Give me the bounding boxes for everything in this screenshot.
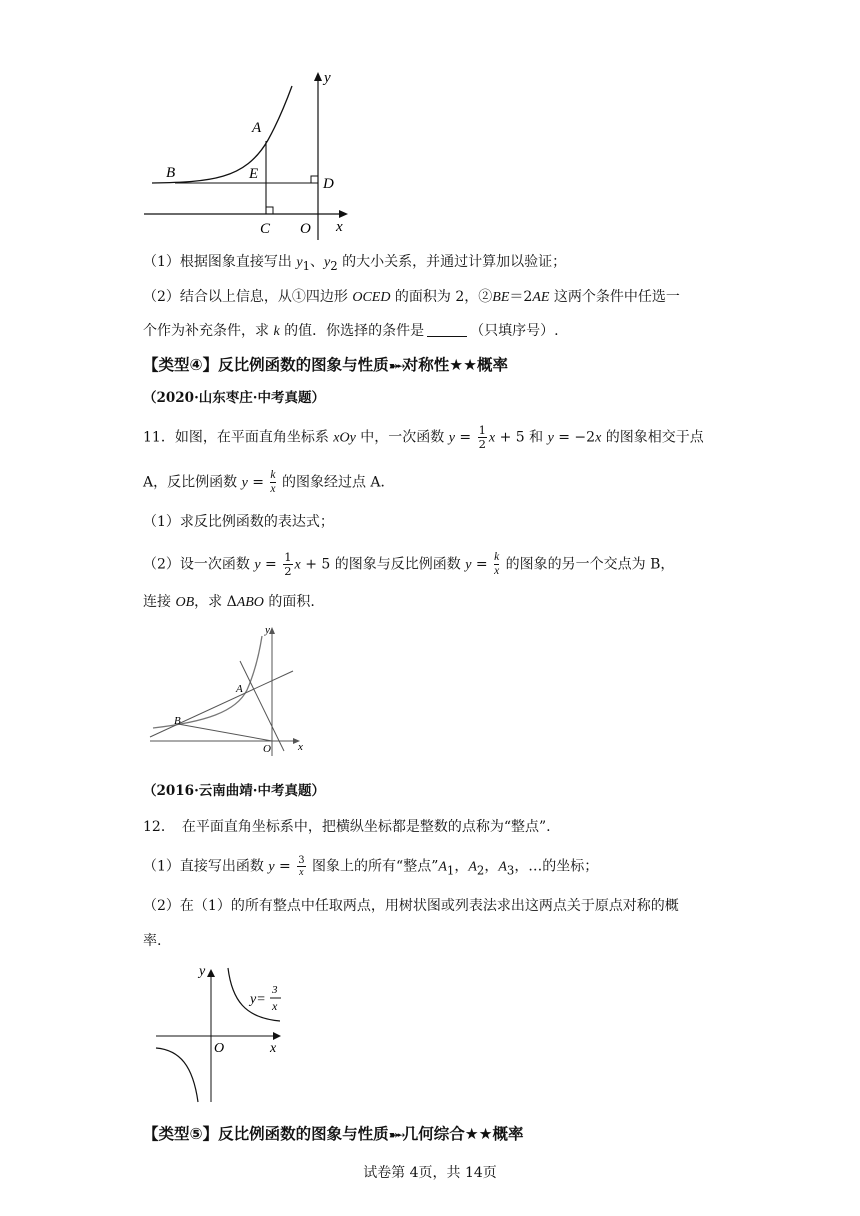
fraction-denominator: 2 — [284, 564, 292, 578]
type5-title-a: 【类型⑤】反比例函数的图象与性质 — [143, 1125, 389, 1143]
x-axis-arrow-icon — [339, 210, 348, 218]
q11-part2-cont — [143, 592, 315, 613]
double-arrow-icon: ➽➻ — [388, 359, 403, 373]
label-x: x — [298, 741, 303, 753]
page-footer: 试卷第 4页，共 14页 — [363, 1165, 497, 1181]
sub-3: 3 — [506, 863, 515, 878]
seg-ob: OB — [175, 595, 195, 610]
label-d: D — [323, 176, 334, 192]
x-axis-arrow-icon — [273, 1032, 281, 1040]
q11-l5-text-c: 的面积. — [263, 594, 315, 610]
fraction-denominator: x — [299, 867, 304, 878]
var-y: y — [241, 475, 248, 491]
fraction-numerator: k — [270, 469, 276, 481]
type5-heading — [143, 1122, 524, 1144]
label-o: O — [300, 221, 311, 237]
q12-l2-text-b: 图象上的所有“整点” — [307, 858, 439, 875]
y-axis-arrow-icon — [207, 969, 215, 977]
q10-part2-text-d: 这两个条件中任选一 — [549, 289, 680, 305]
sub-1: 1 — [446, 863, 455, 878]
fraction-numerator: k — [494, 551, 500, 563]
label-y: y — [265, 624, 270, 636]
q11-l5-text-b: ，求 Δ — [194, 594, 237, 610]
q10-part3-text-a: 个作为补充条件，求 — [143, 323, 274, 339]
line-y-neg-2x — [240, 661, 284, 751]
label-e: E — [249, 166, 259, 182]
q10-part3-text-b: 的值．你选择的条件是 — [279, 323, 425, 339]
eq-sign: = — [454, 429, 476, 446]
label-y: y — [199, 964, 206, 979]
curve-equation-y: y= — [250, 992, 266, 1007]
fraction-denominator: x — [494, 565, 500, 577]
figure-1-hyperbola-graph — [140, 68, 360, 243]
label-a: A — [252, 120, 262, 136]
type4-title-a: 【类型④】反比例函数的图象与性质 — [143, 356, 389, 374]
fraction-numerator: 1 — [478, 423, 486, 437]
q11-line2 — [143, 469, 395, 496]
q12-part2: （2）在（1）的所有整点中任取两点，用树状图或列表法求出这两点关于原点对称的概 — [143, 898, 679, 914]
q11-l2-text-b: 的图象经过点 A． — [277, 474, 395, 491]
q11-l1-text-b: 中，一次函数 — [355, 429, 449, 446]
var-y: y — [268, 859, 275, 875]
label-b: B — [166, 165, 176, 181]
figure-3-hyperbola-3-over-x — [150, 960, 290, 1110]
label-x: x — [270, 1041, 277, 1056]
type4-heading — [143, 353, 508, 375]
q10-part2-cont — [143, 321, 559, 342]
var-x: x — [595, 430, 602, 446]
q11-l4-text-a: （2）设一次函数 — [143, 556, 255, 573]
separator: 、 — [310, 254, 324, 270]
q11-line1 — [143, 424, 704, 451]
var-xoy: xOy — [333, 430, 356, 446]
eq-sign: = — [247, 474, 269, 491]
q12-source: （2016·云南曲靖·中考真题） — [143, 783, 325, 799]
eq-sign: = — [260, 556, 282, 573]
q12-line1: 12． 在平面直角坐标系中，把横纵坐标都是整数的点称为“整点”. — [143, 819, 551, 835]
q11-l1-text-a: 11．如图，在平面直角坐标系 — [143, 429, 334, 446]
seg-ae: AE — [532, 290, 550, 305]
double-arrow-icon: ➽➻ — [388, 1128, 403, 1142]
q11-l1-text-d: = −2 — [553, 429, 596, 446]
q12-part1 — [143, 855, 598, 880]
q11-l4-text-c: 的图象的另一个交点为 B， — [501, 556, 675, 573]
answer-blank[interactable] — [427, 322, 467, 337]
plus-5: + 5 — [495, 429, 525, 446]
var-y2: y — [324, 255, 331, 270]
q10-part1-text-b: 的大小关系，并通过计算加以验证； — [337, 254, 567, 270]
fraction-k-over-x — [270, 469, 275, 496]
var-a: A — [438, 859, 447, 875]
fraction-numerator: 3 — [298, 855, 305, 866]
var-a: A — [468, 859, 477, 875]
eq-sign: = — [274, 858, 296, 875]
eq-sign: = — [471, 556, 493, 573]
fraction-one-half — [478, 424, 487, 451]
var-k: k — [273, 324, 280, 339]
q10-part2-text-b: 的面积为 2，② — [390, 289, 493, 305]
q10-part1 — [143, 252, 566, 276]
var-x: x — [488, 430, 496, 446]
y-axis-arrow-icon — [269, 627, 275, 634]
right-angle-d-icon — [311, 176, 318, 183]
type5-title-b: 几何综合★★概率 — [402, 1125, 524, 1143]
fraction-3-over-x — [297, 855, 305, 878]
label-o: O — [263, 743, 271, 755]
q11-l2-text-a: A，反比例函数 — [143, 474, 242, 491]
var-y: y — [465, 557, 472, 573]
plus-5: + 5 — [300, 556, 331, 573]
figure-2-intersection-graph — [145, 622, 310, 757]
q12-l2-text-a: （1）直接写出函数 — [143, 858, 269, 875]
hyperbola-branch-3 — [156, 1048, 198, 1102]
hyperbola-curve — [153, 636, 262, 728]
y-axis-arrow-icon — [314, 72, 322, 81]
var-y: y — [547, 430, 554, 446]
triangle-abo: ABO — [236, 595, 264, 610]
segment-b-o — [178, 724, 272, 741]
q11-l5-text-a: 连接 — [143, 594, 176, 610]
fraction-one-half — [283, 551, 292, 578]
q11-l1-text-e: 的图象相交于点 — [601, 429, 704, 446]
var-y: y — [254, 557, 261, 573]
q10-part3-text-c: （只填序号）. — [470, 323, 559, 339]
var-y: y — [448, 430, 455, 446]
var-y1: y — [296, 255, 303, 270]
sub-1: 1 — [302, 258, 310, 273]
q11-part2 — [143, 551, 674, 578]
var-x: x — [294, 557, 301, 573]
fraction-numerator: 1 — [284, 550, 292, 564]
quad-oced: OCED — [352, 290, 391, 305]
q12-part2-cont: 率. — [143, 933, 162, 949]
fraction-k-over-x — [494, 551, 499, 578]
type4-title-b: 对称性★★概率 — [402, 356, 509, 374]
q11-l4-text-b: 的图象与反比例函数 — [330, 556, 466, 573]
label-c: C — [260, 221, 271, 237]
var-a: A — [498, 859, 507, 875]
label-y: y — [324, 70, 331, 86]
q11-l1-text-c: 和 — [524, 429, 548, 446]
q10-part2-text-a: （2）结合以上信息，从①四边形 — [143, 289, 353, 305]
comma: ， — [484, 858, 499, 875]
q12-l2-text-c: ，…的坐标； — [514, 858, 599, 875]
curve-equation-denominator: x — [272, 999, 278, 1013]
sub-2: 2 — [330, 258, 338, 273]
label-x: x — [336, 219, 343, 235]
fraction-denominator: x — [270, 483, 276, 495]
comma: ， — [454, 858, 469, 875]
sub-2: 2 — [476, 863, 485, 878]
label-o: O — [214, 1041, 225, 1056]
fraction-denominator: 2 — [478, 437, 486, 451]
curve-equation-numerator: 3 — [272, 984, 278, 996]
seg-be: BE — [492, 290, 510, 305]
q11-part1: （1）求反比例函数的表达式； — [143, 514, 334, 530]
q10-part2 — [143, 287, 680, 308]
right-angle-c-icon — [266, 207, 273, 214]
q10-part2-text-c: ＝2 — [509, 289, 533, 305]
label-a: A — [236, 683, 243, 695]
q11-source: （2020·山东枣庄·中考真题） — [143, 390, 325, 406]
label-b: B — [174, 715, 181, 727]
q10-part1-text-a: （1）根据图象直接写出 — [143, 254, 297, 270]
